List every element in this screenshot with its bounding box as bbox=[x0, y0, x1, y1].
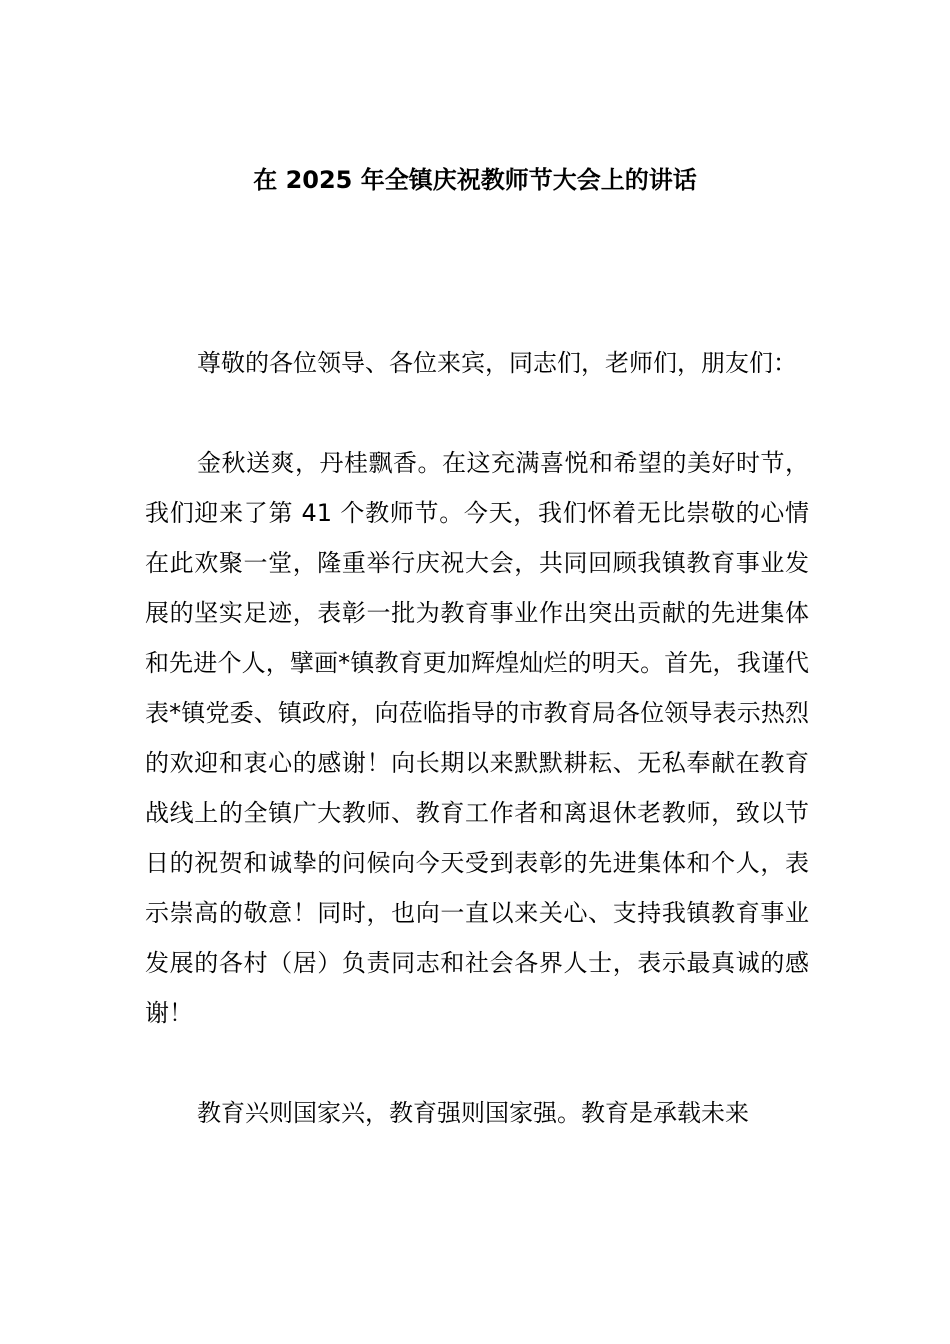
salutation-paragraph: 尊敬的各位领导、各位来宾，同志们，老师们，朋友们： bbox=[197, 349, 797, 377]
opening-paragraph: 金秋送爽，丹桂飘香。在这充满喜悦和希望的美好时节，我们迎来了第 41 个教师节。今天，我们怀着无比崇敬的心情在此欢聚一堂，隆重举行庆祝大会，共同回顾我镇教育事业发展的坚实足迹，表彰一批为教育事业作出突出贡献的先进集体和先进个人，擘画*镇教育更加辉煌灿烂的明天。首先，我谨代表*镇党委、镇政府，向莅临指导的市教育局各位领导表示热烈的欢迎和衷心的感谢！向长期以来默默耕耘、无私奉献在教育战线上的全镇广大教师、教育工作者和离退休老教师，致以节日的祝贺和诚挚的问候向今天受到表彰的先进集体和个人，表示崇高的敬意！同时，也向一直以来关心、支持我镇教育事业发展的各村（居）负责同志和社会各界人士，表示最真诚的感谢！ bbox=[145, 449, 809, 1027]
education-paragraph: 教育兴则国家兴，教育强则国家强。教育是承载未来 bbox=[197, 1099, 749, 1127]
document-title: 在 2025 年全镇庆祝教师节大会上的讲话 bbox=[253, 166, 697, 194]
document-body bbox=[145, 338, 809, 1188]
